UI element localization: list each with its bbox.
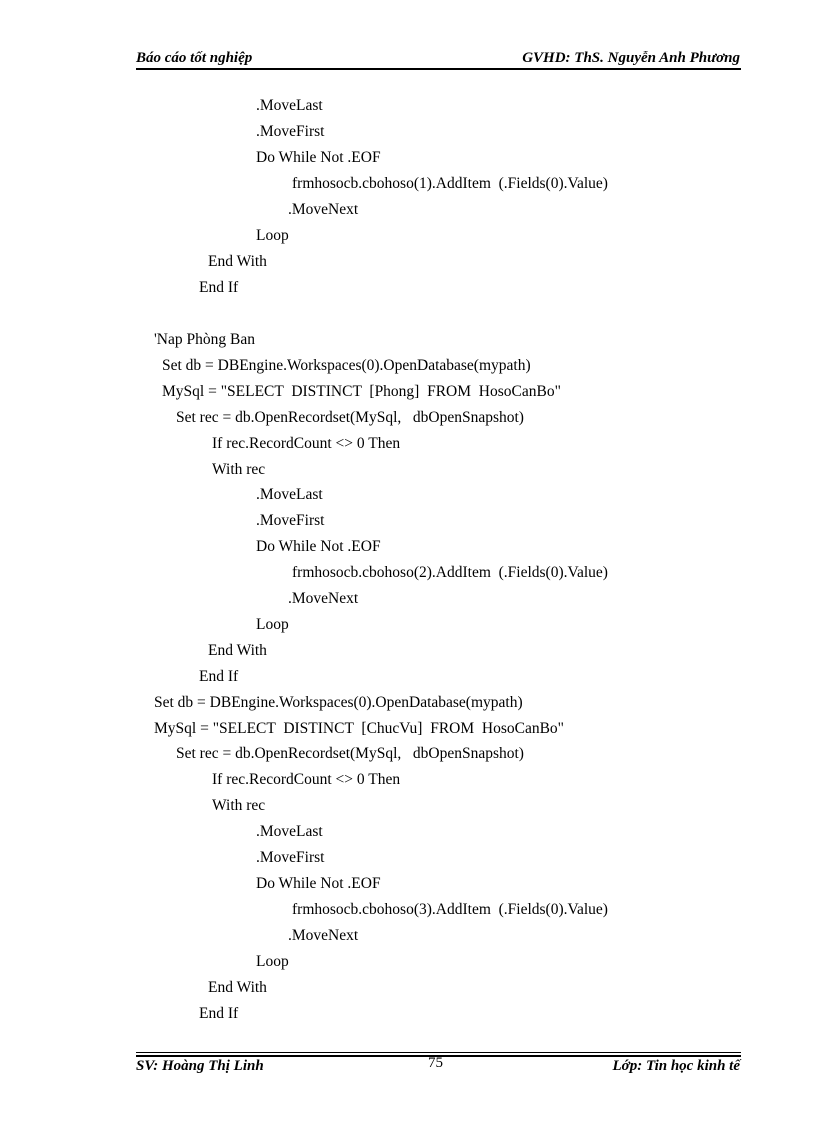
code-line: .MoveLast xyxy=(256,486,323,503)
code-line: .MoveFirst xyxy=(256,849,325,866)
header-divider xyxy=(136,68,741,70)
code-line: End If xyxy=(199,668,239,685)
code-line: .MoveNext xyxy=(288,201,359,218)
page-number: 75 xyxy=(428,1055,443,1071)
code-line: Set rec = db.OpenRecordset(MySql, dbOpenSnapshot) xyxy=(176,745,524,762)
footer-student-name: SV: Hoàng Thị Linh xyxy=(136,1058,264,1074)
code-line: Loop xyxy=(256,953,289,970)
code-line: frmhosocb.cbohoso(3).AddItem (.Fields(0).Value) xyxy=(292,901,608,918)
code-line: MySql = "SELECT DISTINCT [Phong] FROM HosoCanBo" xyxy=(162,383,561,400)
header-supervisor: GVHD: ThS. Nguyễn Anh Phương xyxy=(522,50,740,66)
code-line: Set db = DBEngine.Workspaces(0).OpenDatabase(mypath) xyxy=(154,694,523,711)
code-line: frmhosocb.cbohoso(2).AddItem (.Fields(0).Value) xyxy=(292,564,608,581)
code-line: .MoveLast xyxy=(256,97,323,114)
code-comment: 'Nap Phòng Ban xyxy=(154,331,255,348)
code-line: End With xyxy=(208,979,267,996)
code-line: Loop xyxy=(256,227,289,244)
code-line: frmhosocb.cbohoso(1).AddItem (.Fields(0).Value) xyxy=(292,175,608,192)
code-line: Do While Not .EOF xyxy=(256,149,381,166)
code-line: Set db = DBEngine.Workspaces(0).OpenDatabase(mypath) xyxy=(162,357,531,374)
footer-divider-thin xyxy=(136,1052,741,1053)
code-line: With rec xyxy=(212,797,266,814)
code-line: MySql = "SELECT DISTINCT [ChucVu] FROM HosoCanBo" xyxy=(154,720,565,737)
code-line: .MoveNext xyxy=(288,927,359,944)
code-line: .MoveNext xyxy=(288,590,359,607)
code-line: End With xyxy=(208,642,267,659)
code-line: .MoveFirst xyxy=(256,512,325,529)
code-line: .MoveFirst xyxy=(256,123,325,140)
code-line: If rec.RecordCount <> 0 Then xyxy=(212,771,401,788)
code-line: End With xyxy=(208,253,267,270)
code-line: Set rec = db.OpenRecordset(MySql, dbOpenSnapshot) xyxy=(176,409,524,426)
footer-class: Lớp: Tin học kinh tế xyxy=(612,1058,740,1074)
code-line: With rec xyxy=(212,461,266,478)
code-line: Do While Not .EOF xyxy=(256,538,381,555)
code-line: .MoveLast xyxy=(256,823,323,840)
header-report-title: Báo cáo tốt nghiệp xyxy=(136,50,253,66)
code-line: End If xyxy=(199,1005,239,1022)
code-line: If rec.RecordCount <> 0 Then xyxy=(212,435,401,452)
code-line: End If xyxy=(199,279,239,296)
code-line: Loop xyxy=(256,616,289,633)
code-line: Do While Not .EOF xyxy=(256,875,381,892)
